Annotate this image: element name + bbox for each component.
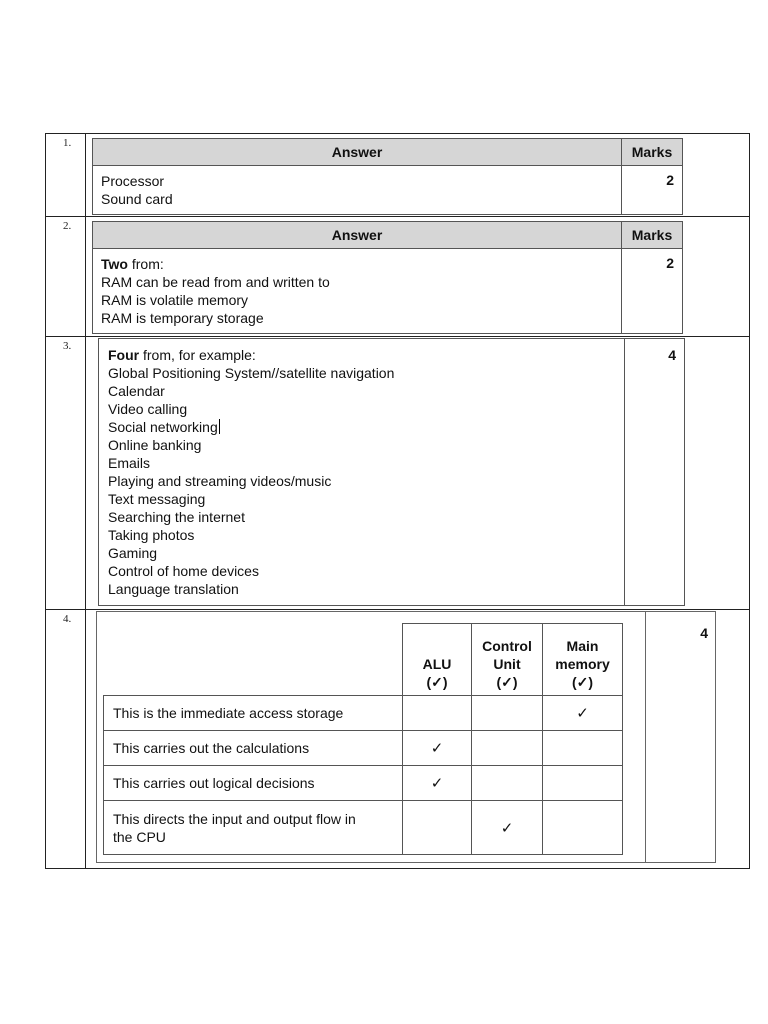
table-row <box>104 696 623 731</box>
answer-line: Searching the internet <box>108 509 245 525</box>
answer-line: Processor <box>101 173 165 189</box>
q4-tick-table <box>103 623 623 855</box>
answer-cell <box>93 166 622 215</box>
answer-line-with-cursor <box>108 418 615 436</box>
column-header-line: ALU <box>422 656 452 672</box>
answer-cell <box>93 249 622 334</box>
question-number-4: 4. <box>63 613 72 625</box>
answer-lead-rest: from: <box>127 256 164 272</box>
tick-cell <box>543 731 623 766</box>
answer-cell <box>99 339 625 606</box>
tick-cell: ✓ <box>543 696 623 731</box>
column-header-line: memory <box>555 656 610 672</box>
tick-cell <box>472 731 543 766</box>
table-row <box>104 731 623 766</box>
column-header-main-memory <box>543 624 623 696</box>
answer-lead-bold: Four <box>108 347 140 363</box>
q1-answer-table <box>92 138 683 215</box>
column-header-line: (✓) <box>571 674 594 690</box>
statement-cell <box>104 801 403 855</box>
tick-cell: ✓ <box>472 801 543 855</box>
answer-line: Playing and streaming videos/music <box>108 473 332 489</box>
tick-cell <box>543 801 623 855</box>
column-header-line: Main <box>566 638 599 654</box>
statement-line: This directs the input and output flow in <box>113 810 356 827</box>
answer-line: RAM is volatile memory <box>101 292 249 308</box>
marks-value: 4 <box>700 625 708 641</box>
table-row <box>104 801 623 855</box>
answer-header: Answer <box>93 139 622 166</box>
statement-line: the CPU <box>113 828 166 845</box>
tick-cell: ✓ <box>403 766 472 801</box>
column-header-line: (✓) <box>496 674 518 690</box>
marks-value: 2 <box>622 166 683 215</box>
marks-value: 4 <box>625 339 685 606</box>
answer-lead-bold: Two <box>101 256 128 272</box>
q3-answer-table <box>98 338 685 606</box>
answer-line: Social networking <box>108 419 218 435</box>
answer-lead <box>101 255 613 273</box>
tick-cell <box>472 696 543 731</box>
answer-line: Control of home devices <box>108 563 259 579</box>
answer-line: Calendar <box>108 383 165 399</box>
answer-line: Video calling <box>108 401 188 417</box>
tick-cell: ✓ <box>403 731 472 766</box>
column-header-control-unit <box>472 624 543 696</box>
answer-line: RAM can be read from and written to <box>101 274 330 290</box>
table-row <box>104 766 623 801</box>
statement-cell: This carries out logical decisions <box>104 766 403 801</box>
answer-line: Global Positioning System//satellite navigation <box>108 365 395 381</box>
answer-line: Gaming <box>108 545 158 561</box>
question-number-2: 2. <box>63 220 72 232</box>
tick-cell <box>472 766 543 801</box>
answer-header: Answer <box>93 222 622 249</box>
tick-cell <box>403 696 472 731</box>
question-number-1: 1. <box>63 137 72 149</box>
marks-value: 2 <box>622 249 683 334</box>
tick-cell <box>543 766 623 801</box>
column-header-line: Control <box>482 638 532 654</box>
column-header-alu <box>403 624 472 696</box>
text-cursor <box>219 419 220 434</box>
answer-line: Sound card <box>101 191 173 207</box>
q2-answer-table <box>92 221 683 334</box>
column-header-line: Unit <box>493 656 521 672</box>
empty-header-cell <box>104 624 403 696</box>
column-header-line: (✓) <box>426 674 448 690</box>
statement-cell: This carries out the calculations <box>104 731 403 766</box>
answer-line: Taking photos <box>108 527 195 543</box>
marks-header: Marks <box>622 139 683 166</box>
question-number-3: 3. <box>63 340 72 352</box>
marks-header: Marks <box>622 222 683 249</box>
answer-line: Online banking <box>108 437 202 453</box>
statement-cell: This is the immediate access storage <box>104 696 403 731</box>
answer-line: Emails <box>108 455 151 471</box>
answer-lead <box>108 346 615 364</box>
answer-line: RAM is temporary storage <box>101 310 264 326</box>
answer-lead-rest: from, for example: <box>139 347 256 363</box>
answer-line: Language translation <box>108 581 239 597</box>
tick-cell <box>403 801 472 855</box>
answer-line: Text messaging <box>108 491 206 507</box>
